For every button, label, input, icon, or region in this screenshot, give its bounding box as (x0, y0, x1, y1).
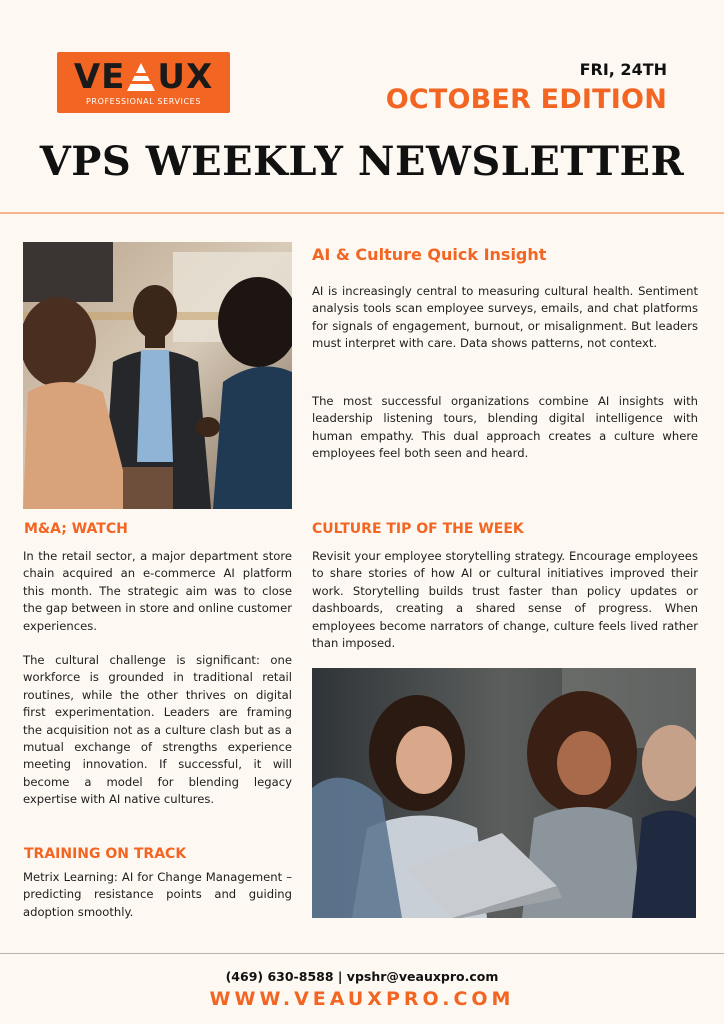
ma-watch-heading: M&A; WATCH (24, 521, 128, 537)
ai-culture-heading: AI & Culture Quick Insight (312, 245, 547, 264)
brand-logo (57, 52, 230, 113)
logo-wordmark (74, 59, 213, 95)
logo-triangle-icon (126, 61, 156, 93)
header-divider (0, 212, 724, 214)
culture-tip-heading: CULTURE TIP OF THE WEEK (312, 521, 524, 537)
office-meeting-photo (23, 242, 292, 509)
ai-culture-paragraph-2: The most successful organizations combine AI insights with leadership listening tours, blending digital intelligence with human empathy. This dual approach creates a culture where employees feel both seen and heard. (312, 394, 698, 461)
ai-culture-paragraph-1: AI is increasingly central to measuring cultural health. Sentiment analysis tools scan employee surveys, emails, and chat platforms for signals of engagement, burnout, or misalignment. But leaders must interpret with care. Data shows patterns, not context. (312, 284, 698, 351)
culture-tip-paragraph: Revisit your employee storytelling strategy. Encourage employees to share stories of how AI or cultural initiatives improved their work. Storytelling builds trust faster than policy updates or dashboards, creating a shared sense of progress. When employees become narrators of change, culture feels lived rather than imposed. (312, 549, 698, 651)
logo-word-right: UX (157, 57, 214, 97)
contact-info: (469) 630-8588 | vpshr@veauxpro.com (225, 969, 499, 984)
training-heading: TRAINING ON TRACK (24, 846, 187, 862)
issue-date: FRI, 24TH (579, 60, 667, 79)
team-laptop-photo (312, 668, 696, 918)
ma-watch-paragraph-1: In the retail sector, a major department store chain acquired an e-commerce AI platform this month. The strategic aim was to close the gap between in store and online customer experiences. (23, 549, 292, 633)
edition-label: OCTOBER EDITION (385, 84, 667, 115)
website-link[interactable]: WWW.VEAUXPRO.COM (209, 988, 515, 1010)
logo-word-left: VE (73, 57, 126, 97)
newsletter-title: VPS WEEKLY NEWSLETTER (39, 138, 685, 185)
training-paragraph: Metrix Learning: AI for Change Management – predicting resistance points and guiding adoption smoothly. (23, 870, 292, 919)
footer-divider (0, 953, 724, 954)
logo-subtitle: PROFESSIONAL SERVICES (85, 97, 201, 106)
ma-watch-paragraph-2: The cultural challenge is significant: one workforce is grounded in traditional retail routines, while the other thrives on digital first experimentation. Leaders are framing the acquisition not as a culture clash but as a mutual exchange of strengths experience meeting innovation. If successful, it will become a model for blending legacy expertise with AI native cultures. (23, 653, 292, 807)
